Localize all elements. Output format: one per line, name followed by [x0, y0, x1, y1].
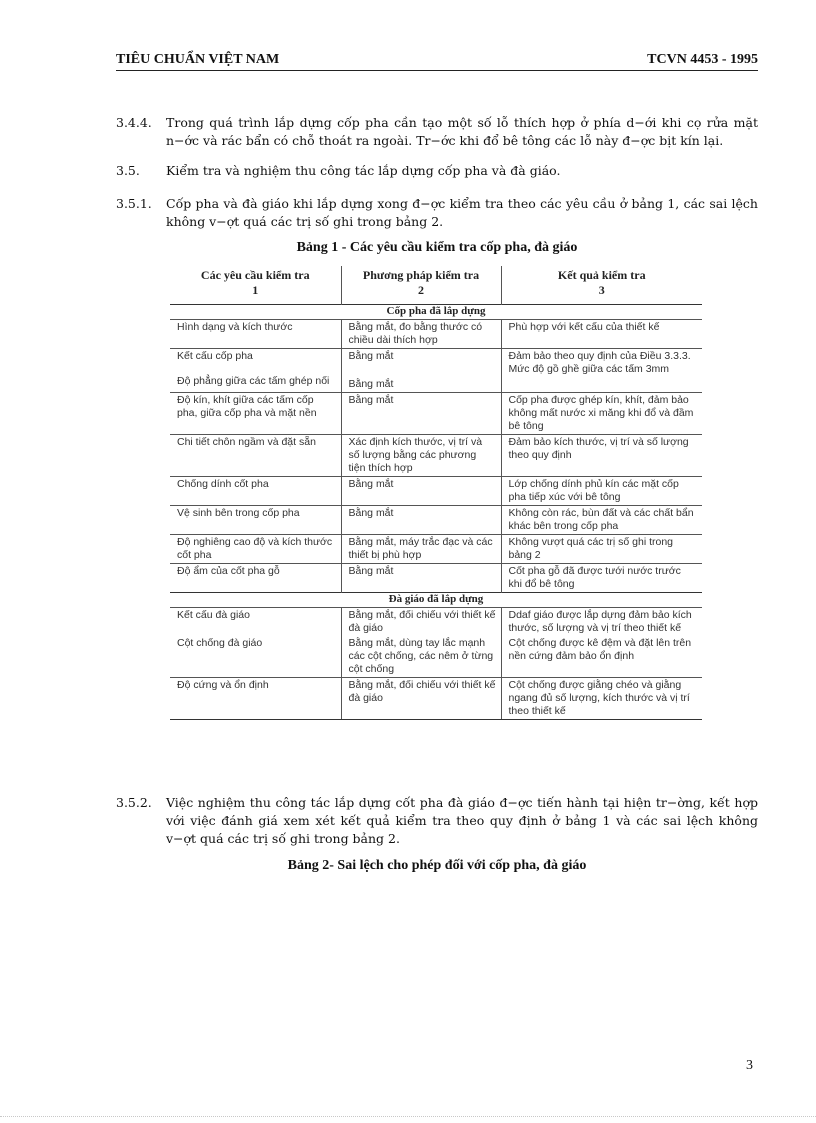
paragraph-number: 3.5.1. [116, 196, 152, 211]
section-formwork: Cốp pha đã lắp dựng [170, 305, 702, 320]
table-row: Vệ sinh bên trong cốp pha Bằng mắt Không còn rác, bùn đất và các chất bẩn khác bên trong cốp pha [170, 506, 702, 535]
table-row: Độ nghiêng cao độ và kích thước cốt pha Bằng mắt, máy trắc đạc và các thiết bị phù hợp Không vượt quá các trị số ghi trong bảng 2 [170, 535, 702, 564]
table1-caption: Bảng 1 - Các yêu cầu kiểm tra cốp pha, đà giáo [296, 240, 578, 255]
section-scaffolding: Đà giáo đã lắp dựng [170, 593, 702, 608]
table-row: Cột chống đà giáo Bằng mắt, dùng tay lắc mạnh các cột chống, các nêm ở từng cột chống Cột chống được kê đệm và đặt lên trên nền cứng đảm bảo ổn định [170, 636, 702, 678]
paragraph-text: Trong quá trình lắp dựng cốp pha cần tạo một số lỗ thích hợp ở phía d−ới khi cọ rửa mặt n−ớc và rác bẩn có chỗ thoát ra ngoài. Tr−ớc khi đổ bê tông các lỗ này đ−ợc bịt kín lại. [166, 115, 758, 148]
paragraph-number: 3.4.4. [116, 115, 152, 130]
table-header-row [170, 266, 702, 305]
header-method: Phương pháp kiểm tra 2 [341, 266, 501, 305]
paragraph-3-5-2 [116, 794, 758, 848]
header-standard-name: TIÊU CHUẨN VIỆT NAM [116, 52, 280, 67]
table-row: Chống dính cốt pha Bằng mắt Lớp chống dính phủ kín các mặt cốp pha tiếp xúc với bê tông [170, 477, 702, 506]
header-requirements: Các yêu cầu kiểm tra 1 [200, 268, 310, 297]
header-standard-code: TCVN 4453 - 1995 [647, 52, 758, 67]
table-row: Chi tiết chôn ngầm và đặt sẵn Xác định kích thước, vị trí và số lượng bằng các phương tiện thích hợp Đảm bảo kích thước, vị trí và số lượng theo quy định [170, 435, 702, 477]
paragraph-text: Việc nghiệm thu công tác lắp dựng cốt pha đà giáo đ−ợc tiến hành tại hiện tr−ờng, kết hợp với việc đánh giá xem xét kết quả kiểm tra theo quy định ở bảng 1 và các sai lệch không v−ợt quá các trị số ghi trong bảng 2. [166, 795, 758, 846]
page-header [116, 50, 758, 71]
table-row: Độ cứng và ổn định Bằng mắt, đối chiếu với thiết kế đà giáo Cột chống được giằng chéo và giằng ngang đủ số lượng, kích thước và vị trí theo thiết kế [170, 678, 702, 720]
page-number: 3 [746, 1058, 753, 1073]
table-row: Độ ẩm của cốt pha gỗ Bằng mắt Cốt pha gỗ đã được tưới nước trước khi đổ bê tông [170, 564, 702, 593]
page-bottom-border [0, 1116, 816, 1117]
paragraph-number: 3.5. [116, 163, 140, 178]
table2-caption: Bảng 2- Sai lệch cho phép đối với cốp pha, đà giáo [287, 858, 587, 873]
paragraph-3-5 [116, 162, 758, 180]
table-row: Kết cấu đà giáo Bằng mắt, đối chiếu với thiết kế đà giáo Ddaf giáo được lắp dựng đảm bảo kích thước, số lượng và vị trí theo thiết kế [170, 608, 702, 637]
paragraph-text: Cốp pha và đà giáo khi lắp dựng xong đ−ợc kiểm tra theo các yêu cầu ở bảng 1, các sai lệch không v−ợt quá các trị số ghi trong bảng 2. [166, 196, 758, 229]
paragraph-text: Kiểm tra và nghiệm thu công tác lắp dựng cốp pha và đà giáo. [166, 163, 561, 178]
table-row: Độ kín, khít giữa các tấm cốp pha, giữa cốp pha và mặt nền Bằng mắt Cốp pha được ghép kín, khít, đảm bảo không mất nước xi măng khi đổ và đầm bê tông [170, 393, 702, 435]
header-result: Kết quả kiểm tra 3 [501, 266, 702, 305]
paragraph-3-4-4 [116, 114, 758, 150]
paragraph-number: 3.5.2. [116, 795, 152, 810]
table1 [170, 266, 702, 720]
table-row: Hình dạng và kích thước Bằng mắt, đo bằng thước có chiều dài thích hợp Phù hợp với kết cấu của thiết kế [170, 320, 702, 349]
paragraph-3-5-1 [116, 195, 758, 231]
table-row: Kết cấu cốp pha Độ phẳng giữa các tấm ghép nối Bằng mắt Bằng mắt Đảm bảo theo quy định của Điều 3.3.3. Mức độ gồ ghề giữa các tấm 3mm [170, 349, 702, 393]
